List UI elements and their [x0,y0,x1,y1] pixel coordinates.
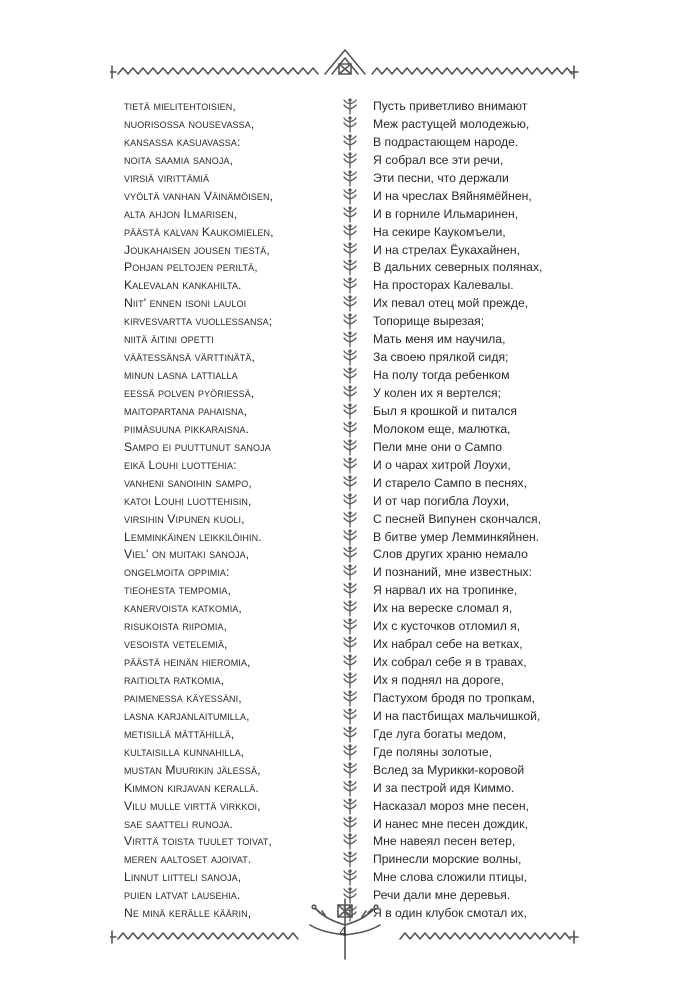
russian-verse-line: Их певал отец мой прежде, [373,296,529,311]
russian-verse-line: Где луга богаты медом, [373,726,507,741]
finnish-verse-line: kultaisilla kunnahilla, [124,744,245,759]
sprig-icon [342,762,358,780]
russian-verse-line: У колен их я вертелся; [373,386,502,400]
finnish-verse-line: kirvesvartta vuollessansa; [124,314,273,329]
finnish-verse-line: Linnut liitteli sanoja, [124,870,242,885]
finnish-verse-line: vesoista vetelemiä, [124,637,228,652]
finnish-verse-line: risukoista riipomia, [124,619,228,634]
russian-verse-line: Насказал мороз мне песен, [373,798,529,813]
finnish-verse-line: Viel' on muitaki sanoja, [124,547,250,562]
sprig-icon [342,511,358,529]
finnish-verse-line: kanervoista katkomia, [124,601,242,616]
finnish-verse-line: Joukahaisen jousen tiestä, [124,242,270,257]
russian-verse-line: И на пастбищах мальчишкой, [373,708,541,723]
russian-verse-line: В битве умер Лемминкяйнен. [373,529,540,544]
finnish-verse-line: Virttä toista tuulet toivat, [124,834,272,849]
sprig-icon [342,277,358,295]
finnish-verse-line: päästä heinän hieromia, [124,655,251,670]
russian-verse-line: Их собрал себе я в травах, [373,655,527,670]
russian-verse-line: На просторах Калевалы. [373,278,514,293]
russian-verse-line: И на чреслах Вяйнямёйнен, [373,188,532,203]
russian-verse-line: Слов других храню немало [373,547,528,562]
finnish-verse-line: Kalevalan kankahilta. [124,278,242,293]
russian-verse-line: С песней Випунен скончался, [373,511,542,526]
finnish-verse-line: maitopartana pahaisna, [124,403,248,418]
russian-verse-line: Молоком еще, малютка, [373,421,511,436]
russian-verse-line: В подрастающем народе. [373,134,519,149]
finnish-verse-line: metisillä mättähillä, [124,726,235,741]
finnish-verse-line: niitä äitini opetti [124,332,214,347]
russian-verse-line: Я нарвал их на тропинке, [373,583,518,598]
russian-verse-line: И за пестрой идя Киммо. [373,780,515,795]
sprig-icon [342,493,358,511]
russian-verse-line: И о чарах хитрой Лоухи, [373,457,511,472]
finnish-verse-line: raitiolta ratkomia, [124,673,225,687]
sprig-icon [342,385,358,403]
sprig-icon [342,421,358,439]
russian-verse-line: За своею прялкой сидя; [373,350,509,365]
sprig-icon [342,331,358,349]
sprig-icon [342,313,358,331]
russian-verse-line: Мне навеял песен ветер, [373,834,516,849]
sprig-icon [342,259,358,277]
sprig-icon [342,600,358,618]
russian-verse-line: Пели мне они о Сампо [373,439,503,454]
russian-verse-line: Вслед за Мурикки-коровой [373,762,525,777]
finnish-verse-line: minun lasna lattialla [124,368,238,383]
finnish-verse-line: tieohesta tempomia, [124,583,232,598]
russian-verse-line: Речи дали мне деревья. [373,888,511,903]
russian-verse-line: Я в один клубок смотал их, [373,906,527,921]
sprig-icon [342,654,358,672]
russian-verse-line: И познаний, мне известных: [373,565,533,580]
finnish-verse-line: nuorisossa nousevassa, [124,116,255,131]
finnish-verse-line: eessä polven pyöriessä, [124,386,255,400]
sprig-divider-column [340,98,360,923]
finnish-verse-line: sae saatteli runoja. [124,816,234,831]
sprig-icon [342,367,358,385]
sprig-icon [342,98,358,116]
page-number: 4 [339,924,347,939]
sprig-icon [342,295,358,313]
russian-verse-line: Принесли морские волны, [373,852,522,867]
russian-verse-line: Был я крошкой и питался [373,403,517,418]
finnish-verse-line: meren aaltoset ajoivat. [124,852,252,867]
russian-verse-line: Их с кусточков отломил я, [373,619,521,634]
finnish-verse-line: vyöltä vanhan Väinämöisen, [124,188,274,203]
sprig-icon [342,546,358,564]
finnish-verse-line: Lemminkäinen leikkilöihin. [124,529,262,544]
finnish-verse-line: tietä mielitehtoisien, [124,99,236,113]
finnish-verse-line: kansassa kasuavassa: [124,134,241,149]
finnish-verse-line: Pohjan peltojen periltä, [124,260,258,275]
sprig-icon [342,457,358,475]
russian-verse-line: На секире Каукомъели, [373,224,506,239]
sprig-icon [342,744,358,762]
russian-verse-line: Пастухом бродя по тропкам, [373,690,535,705]
russian-verse-line: И старело Сампо в песнях, [373,475,528,490]
finnish-verse-line: väätessänsä värttinätä, [124,350,255,365]
finnish-verse-line: puien latvat lausehia. [124,888,241,903]
finnish-verse-line: lasna karjanlaitumilla, [124,708,250,723]
russian-verse-line: И нанес мне песен дождик, [373,816,528,831]
finnish-verse-line: katoi Louhi luottehisin, [124,493,252,508]
russian-verse-line: И от чар погибла Лоухи, [373,493,510,508]
finnish-verse-line: mustan Muurikin jälessä, [124,762,261,777]
finnish-verse-line: Ne minä kerälle käärin, [124,906,252,921]
finnish-verse-line: noita saamia sanoja, [124,152,234,167]
finnish-verse-line: eikä Louhi luottehia: [124,457,237,472]
russian-verse-line: Пусть приветливо внимают [373,99,528,113]
russian-verse-line: Я собрал все эти речи, [373,152,504,167]
russian-verse-line: Их на вереске сломал я, [373,601,513,616]
finnish-verse-line: virsiä virittämiä [124,170,210,185]
finnish-verse-line: Kimmon kirjavan kerallä. [124,780,259,795]
finnish-verse-column [124,98,334,923]
russian-verse-line: Мать меня им научила, [373,332,506,347]
finnish-verse-line: päästä kalvan Kaukomielen, [124,224,274,239]
finnish-verse-line: paimenessa käyessäni, [124,690,242,705]
sprig-icon [342,439,358,457]
russian-verse-line: Мне слова сложили птицы, [373,870,528,885]
finnish-verse-line: vanheni sanoihin sampo, [124,475,252,490]
sprig-icon [342,116,358,134]
sprig-icon [342,206,358,224]
finnish-verse-line: piimäsuuna pikkaraisna. [124,421,250,436]
sprig-icon [342,636,358,654]
finnish-verse-line: Sampo ei puuttunut sanoja [124,439,271,454]
russian-verse-line: И на стрелах Ёукахайнен, [373,242,521,257]
russian-verse-line: Их я поднял на дороге, [373,673,504,687]
sprig-icon [342,780,358,798]
sprig-icon [342,582,358,600]
russian-verse-line: Меж растущей молодежью, [373,116,530,131]
russian-verse-line: Эти песни, что держали [373,170,509,185]
finnish-verse-line: Niit' ennen isoni lauloi [124,296,247,311]
finnish-verse-line: Vilu mulle virttä virkkoi, [124,798,261,813]
russian-verse-column [373,98,593,923]
top-ornament-border [110,44,580,86]
sprig-icon [342,403,358,421]
russian-verse-line: И в горниле Ильмаринен, [373,206,519,221]
sprig-icon [342,798,358,816]
sprig-icon [342,475,358,493]
finnish-verse-line: alta ahjon Ilmarisen, [124,206,238,221]
sprig-icon [342,529,358,547]
sprig-icon [342,833,358,851]
finnish-verse-line: ongelmoita oppimia: [124,565,230,580]
russian-verse-line: Где поляны золотые, [373,744,492,759]
sprig-icon [342,242,358,260]
sprig-icon [342,152,358,170]
russian-verse-line: В дальних северных полянах, [373,260,543,275]
sprig-icon [342,708,358,726]
sprig-icon [342,672,358,690]
sprig-icon [342,134,358,152]
finnish-verse-line: virsihin Vipunen kuoli, [124,511,245,526]
russian-verse-line: Их набрал себе на ветках, [373,637,523,652]
sprig-icon [342,851,358,869]
sprig-icon [342,618,358,636]
sprig-icon [342,224,358,242]
sprig-icon [342,170,358,188]
sprig-icon [342,349,358,367]
sprig-icon [342,188,358,206]
sprig-icon [342,869,358,887]
russian-verse-line: На полу тогда ребенком [373,368,510,383]
sprig-icon [342,816,358,834]
russian-verse-line: Топорище вырезая; [373,314,485,329]
sprig-icon [342,564,358,582]
sprig-icon [342,726,358,744]
sprig-icon [342,690,358,708]
